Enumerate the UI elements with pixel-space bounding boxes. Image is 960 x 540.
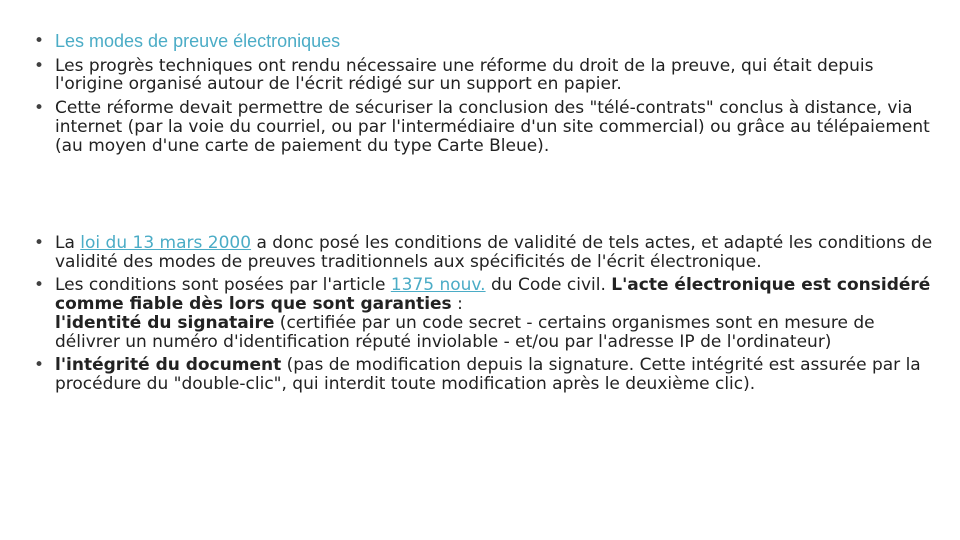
section-heading: Les modes de preuve électroniques xyxy=(55,31,341,51)
bullet-item xyxy=(34,356,934,393)
bullet-text-before: Les conditions sont posées par l'article xyxy=(55,275,391,296)
bullet-item xyxy=(34,234,934,271)
bold-statement: L'acte électronique est considéré comme fiable dès lors que sont garanties xyxy=(55,275,931,315)
bullet-text-after: a donc posé les conditions de validité de tels actes, et adapté les conditions de validité des modes de preuves traditionnels aux spécificités de l'écrit électronique. xyxy=(55,233,933,272)
bullet-text: Les progrès techniques ont rendu nécessaire une réforme du droit de la preuve, qui était depuis l'origine organisé autour de l'écrit rédigé sur un support en papier. xyxy=(55,55,874,95)
bullet-list-top xyxy=(34,32,934,160)
bullet-item xyxy=(34,276,934,351)
law-link[interactable]: loi du 13 mars 2000 xyxy=(80,233,252,253)
bold-term: l'intégrité du document xyxy=(55,355,282,376)
bold-term: l'identité du signataire xyxy=(55,312,275,333)
bullet-text-after: (certifiée par un code secret - certains organismes sont en mesure de délivrer un numéro d'identification réputé inviolable - et/ou par l'adresse IP de l'ordinateur) xyxy=(55,312,875,352)
bullet-text: Cette réforme devait permettre de sécuriser la conclusion des "télé-contrats" conclus à distance, via internet (par la voie du courriel, ou par l'intermédiaire d'un site commercial) ou grâce au télépaiement (au moyen d'une carte de paiement du type Carte Bleue). xyxy=(55,98,930,156)
bullet-heading xyxy=(34,32,934,52)
bullet-item xyxy=(34,57,934,94)
signatory-line xyxy=(55,314,934,351)
bullet-item xyxy=(34,99,934,155)
bullet-list-bottom xyxy=(34,234,934,399)
article-link[interactable]: 1375 nouv. xyxy=(390,275,486,296)
bullet-text-before: La xyxy=(55,233,81,253)
colon-text: : xyxy=(451,294,463,315)
bullet-text-middle: du Code civil. xyxy=(485,275,612,296)
bullet-text-after: (pas de modification depuis la signature. Cette intégrité est assurée par la procédure du "double-clic", qui interdit toute modification après le deuxième clic). xyxy=(55,355,921,394)
